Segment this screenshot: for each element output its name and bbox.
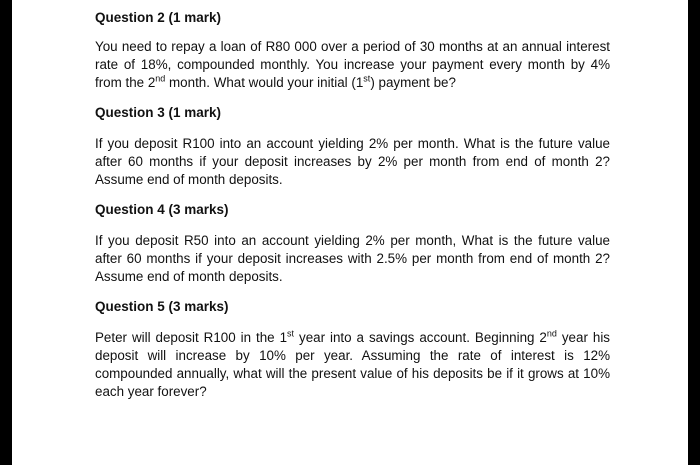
question-4-text: If you deposit R50 into an account yielding 2% per month, What is the future value after 60 months if your deposit increases with 2.5% per month from end of month 2? Assume end of month deposits.: [95, 233, 610, 284]
question-5-text: [95, 329, 610, 401]
question-2-text-part-1: You need to repay a loan of R80 000 over a period of 30 months at an annual interest rate of 18%, compounded monthly. You increase your payment every month by 4% from the 2: [95, 39, 610, 90]
question-2-superscript-2: st: [363, 73, 371, 84]
question-5-text-part-2: year into a savings account. Beginning 2: [294, 330, 547, 345]
question-2-text-part-3: ) payment be?: [370, 75, 456, 90]
question-5-text-part-1: Peter will deposit R100 in the 1: [95, 330, 288, 345]
question-3-title: Question 3 (1 mark): [95, 105, 222, 120]
document-page: [12, 0, 688, 465]
question-2-text: [95, 38, 610, 92]
question-5-superscript-2: nd: [546, 328, 557, 339]
question-4-title: Question 4 (3 marks): [95, 202, 229, 217]
question-2-title: Question 2 (1 mark): [95, 10, 222, 25]
question-3-text: If you deposit R100 into an account yielding 2% per month. What is the future value after 60 months if your deposit increases by 2% per month from end of month 2? Assume end of month deposits.: [95, 136, 610, 187]
document-content: [95, 9, 610, 401]
question-5-superscript-1: st: [287, 328, 295, 339]
question-2-text-part-2: month. What would your initial (1: [165, 75, 364, 90]
question-5-text-part-3: year his deposit will increase by 10% per year. Assuming the rate of interest is 12% compounded annually, what will the present value of his deposits be if it grows at 10% each year forever?: [95, 330, 610, 399]
question-5-title: Question 5 (3 marks): [95, 299, 229, 314]
question-2-superscript-1: nd: [155, 73, 166, 84]
